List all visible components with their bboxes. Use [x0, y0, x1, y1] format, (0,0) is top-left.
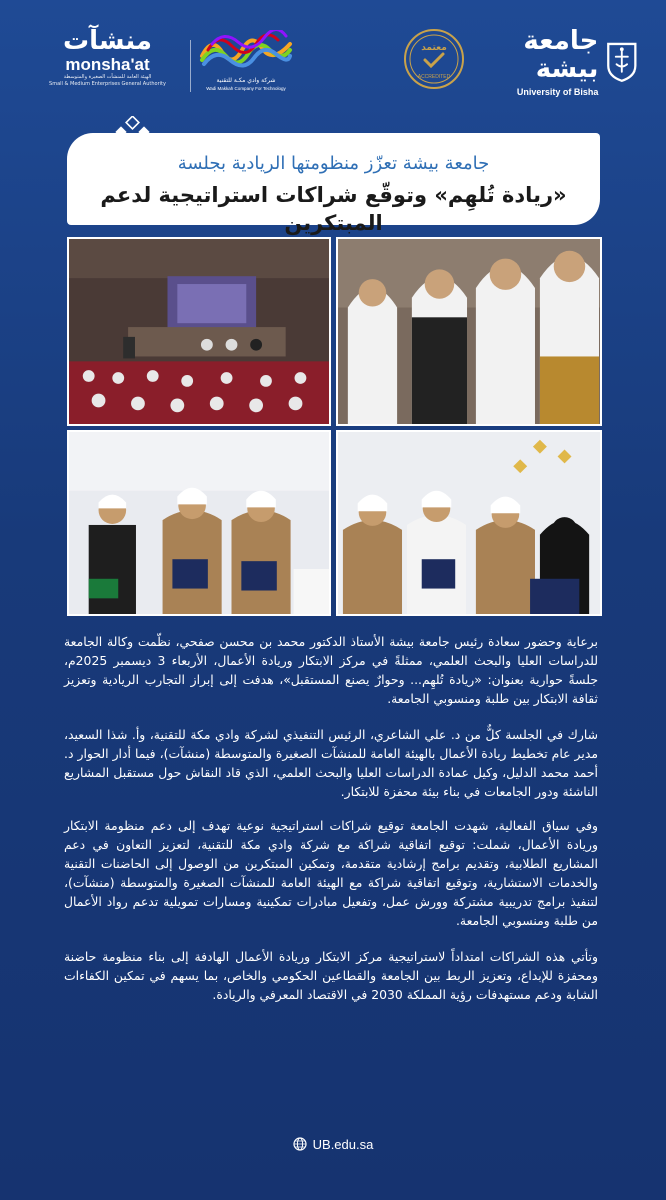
article-paragraph: شارك في الجلسة كلٌّ من د. علي الشاعري، الرئيس التنفيذي لشركة وادي مكة للتقنية، وأ. شذا السعيد، مدير عام تخطيط ريادة الأعمال بالهيئة العامة للمنشآت الصغيرة والمتوسطة (منشآت)، فيما أدار الحوار د. أحمد محمد الدليل، وكيل عمادة الدراسات العليا والبحث العلمي، الذي قاد النقاش حول مستقبل المشاريع الناشئة ودور الجامعات في بناء بيئة محفزة للابتكار.	[64, 727, 598, 799]
monshaat-name-ar: منشآت	[62, 26, 153, 56]
logo-divider	[190, 40, 191, 92]
monshaat-subtitle-en: Small & Medium Enterprises General Authority	[49, 81, 166, 87]
photo-agreement-signing-2	[336, 430, 602, 616]
accredited-en-label: ACCREDITED	[417, 74, 451, 80]
accredited-ar-label: معتمد	[421, 43, 447, 53]
globe-icon	[293, 1137, 307, 1151]
header	[0, 0, 666, 110]
wadi-wave-icon	[198, 30, 294, 70]
accreditation-seal-icon	[403, 28, 465, 90]
wadi-name-en: Wadi Makkah Company For Technology	[206, 86, 286, 91]
article-paragraph: برعاية وحضور سعادة رئيس جامعة بيشة الأستاذ الدكتور محمد بن محسن صفحي، نظّمت وكالة الجامعة للدراسات العليا والبحث العلمي، ممثلةً في مركز الابتكار وريادة الأعمال، الأربعاء 3 ديسمبر 2025م، جلسةً حوارية بعنوان: «ريادة تُلهِم... وحوارٌ يصنع المستقبل»، هدفت إلى إبراز التجارب الريادية وتعزيز ثقافة الابتكار بين طلبة ومنسوبي الجامعة.	[64, 634, 598, 706]
headline-line-2: «ريادة تُلهِم» وتوقّع شراكات استراتيجية لدعم المبتكرين	[100, 183, 567, 235]
monshaat-logo	[30, 26, 185, 101]
article-paragraph: وتأتي هذه الشراكات امتداداً لاستراتيجية مركز الابتكار وريادة الأعمال الهادفة إلى بناء منظومة حاضنة ومحفزة للإبداع، وتعزيز الربط بين الجامعة والقطاعين الحكومي والخاص، بما يسهم في تمكين الكفاءات الشابة ودعم مستهدفات رؤية المملكة 2030 في الاقتصاد المعرفي والريادة.	[64, 949, 598, 1002]
bisha-shield-icon	[606, 35, 638, 89]
website-link[interactable]	[293, 1137, 374, 1152]
website-url[interactable]: UB.edu.sa	[312, 1136, 374, 1152]
monshaat-subtitle-ar: الهيئة العامة للمنشآت الصغيرة والمتوسطة	[63, 74, 152, 80]
headline-line-1: جامعة بيشة تعزّز منظومتها الريادية بجلسة	[177, 153, 490, 174]
article-body	[64, 632, 598, 1021]
photo-agreement-signing-1	[67, 430, 331, 616]
footer	[0, 1136, 666, 1160]
university-name-ar: جامعة بيشة	[523, 26, 599, 84]
photo-audience-officials	[336, 237, 602, 426]
university-of-bisha-logo	[488, 26, 638, 98]
headline-card	[67, 133, 600, 235]
article-paragraph: وفي سياق الفعالية، شهدت الجامعة توقيع شراكات استراتيجية نوعية تهدف إلى دعم منظومة الابتكار وريادة الأعمال، شملت: توقيع اتفاقية شراكة مع شركة وادي مكة للتقنية، لتعزيز التعاون في دعم المشاريع الطلابية، وتقديم برامج إرشادية متقدمة، وتمكين المبتكرين من الوصول إلى الحاضنات التقنية والخدمات الاستشارية، وتوقيع اتفاقية شراكة مع الهيئة العامة للمنشآت الصغيرة والمتوسطة (منشآت)، لتنفيذ برامج تدريبية مشتركة وورش عمل، وتفعيل مبادرات تمكينية ومسارات تمويلية تدعم رواد الأعمال من طلبة ومنسوبي الجامعة.	[64, 818, 598, 928]
university-name-en: University of Bisha	[516, 87, 599, 97]
wadi-name-ar: شركة وادي مكـة للتقنية	[216, 77, 276, 84]
wadi-makkah-logo	[196, 30, 296, 100]
photo-auditorium-session	[67, 237, 331, 426]
monshaat-name-en: monsha'at	[65, 55, 150, 74]
